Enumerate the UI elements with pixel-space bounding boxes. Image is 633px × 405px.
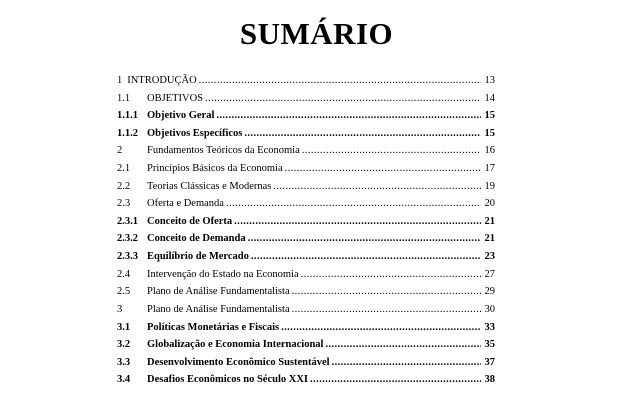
toc-entry-page-number: 27 [484, 268, 495, 280]
toc-entry[interactable] [117, 230, 495, 248]
toc-entry-page-number: 19 [484, 180, 495, 192]
page-title: SUMÁRIO [239, 16, 394, 51]
toc-dot-leader [248, 230, 481, 248]
toc-dot-leader [273, 178, 481, 196]
toc-entry-number: 3.2 [117, 339, 131, 351]
toc-entry-label: Princípios Básicos da Economia [147, 163, 283, 175]
toc-entry[interactable] [117, 125, 495, 143]
toc-entry-number: 2.1 [117, 163, 131, 175]
toc-entry-number: 1.1.1 [117, 110, 138, 122]
toc-dot-leader [244, 125, 481, 143]
toc-entry-page-number: 15 [484, 127, 495, 139]
toc-entry[interactable] [117, 283, 495, 301]
toc-entry-label: Oferta e Demanda [147, 198, 224, 210]
toc-dot-leader [216, 107, 481, 125]
toc-entry-number: 2.3 [117, 198, 131, 210]
toc-entry-label: INTRODUÇÃO [127, 75, 197, 86]
toc-entry-number: 3.3 [117, 356, 131, 368]
toc-entry-number: 2 [117, 145, 123, 157]
toc-entry-label: Intervenção do Estado na Economia [147, 268, 299, 280]
toc-entry[interactable] [117, 213, 495, 231]
toc-entry-label: Desafios Econômicos no Século XXI [147, 374, 309, 386]
toc-dot-leader [302, 142, 481, 160]
toc-entry-page-number: 38 [484, 374, 495, 386]
toc-entry-page-number: 29 [484, 286, 495, 298]
toc-entry[interactable] [117, 72, 495, 90]
toc-entry-label: Desenvolvimento Econômico Sustentável [147, 356, 330, 368]
toc-entry-page-number: 23 [484, 251, 495, 263]
toc-entry-page-number: 21 [484, 233, 495, 245]
toc-entry[interactable] [117, 142, 495, 160]
toc-entry-number: 2.5 [117, 286, 131, 298]
toc-entry-number: 3.1 [117, 321, 131, 333]
toc-entry-label: Plano de Análise Fundamentalista [147, 286, 290, 298]
toc-entry-label: Teorias Clássicas e Modernas [147, 180, 272, 192]
toc-dot-leader [301, 266, 481, 284]
toc-entry-page-number: 33 [484, 321, 495, 333]
toc-dot-leader [226, 195, 481, 213]
toc-entry-label: Equilíbrio de Mercado [147, 251, 249, 263]
toc-entry-label: Conceito de Oferta [147, 215, 233, 227]
toc-entry-page-number: 37 [484, 356, 495, 368]
toc-dot-leader [199, 72, 481, 90]
toc-entry-number: 1 [117, 75, 123, 86]
toc-entry[interactable] [117, 336, 495, 354]
toc-entry-label: Plano de Análise Fundamentalista [147, 303, 290, 315]
toc-entry-number: 1.1 [117, 92, 131, 104]
toc-entry-page-number: 15 [484, 110, 495, 122]
toc-entry-label: OBJETIVOS [147, 92, 204, 104]
toc-dot-leader [234, 213, 481, 231]
toc-entry[interactable] [117, 371, 495, 389]
toc-entry[interactable] [117, 90, 495, 108]
toc-entry-number: 1.1.2 [117, 127, 138, 139]
toc-entry-label: Conceito de Demanda [147, 233, 246, 245]
toc-entry[interactable] [117, 301, 495, 319]
toc-entry[interactable] [117, 160, 495, 178]
toc-entry-label: Globalização e Economia Internacional [147, 339, 324, 351]
toc-entry-number: 3 [117, 303, 123, 315]
toc-entry-label: Fundamentos Teóricos da Economia [147, 145, 300, 157]
toc-entry-number: 2.4 [117, 268, 131, 280]
toc-entry[interactable] [117, 248, 495, 266]
toc-entry-page-number: 17 [484, 163, 495, 175]
table-of-contents [117, 72, 495, 389]
toc-dot-leader [281, 319, 481, 337]
toc-dot-leader [285, 160, 481, 178]
toc-entry-number: 2.2 [117, 180, 131, 192]
toc-entry-page-number: 13 [484, 75, 495, 86]
toc-entry-number: 2.3.2 [117, 233, 138, 245]
toc-entry-page-number: 30 [484, 303, 495, 315]
toc-entry-number: 3.4 [117, 374, 131, 386]
toc-entry-page-number: 14 [484, 92, 495, 104]
toc-entry-number: 2.3.3 [117, 251, 138, 263]
toc-entry-page-number: 21 [484, 215, 495, 227]
toc-dot-leader [292, 301, 481, 319]
toc-entry-page-number: 16 [484, 145, 495, 157]
toc-dot-leader [205, 90, 481, 108]
toc-entry-label: Objetivos Específicos [147, 127, 243, 139]
toc-entry-page-number: 35 [484, 339, 495, 351]
toc-entry-label: Objetivo Geral [147, 110, 215, 122]
toc-entry-number: 2.3.1 [117, 215, 138, 227]
toc-dot-leader [251, 248, 481, 266]
toc-entry[interactable] [117, 107, 495, 125]
toc-entry-label: Políticas Monetárias e Fiscais [147, 321, 280, 333]
toc-entry[interactable] [117, 178, 495, 196]
toc-entry[interactable] [117, 195, 495, 213]
toc-entry-page-number: 20 [484, 198, 495, 210]
toc-dot-leader [292, 283, 481, 301]
toc-entry[interactable] [117, 354, 495, 372]
toc-dot-leader [310, 371, 481, 389]
toc-entry[interactable] [117, 266, 495, 284]
toc-dot-leader [325, 336, 481, 354]
toc-entry[interactable] [117, 319, 495, 337]
toc-dot-leader [332, 354, 481, 372]
